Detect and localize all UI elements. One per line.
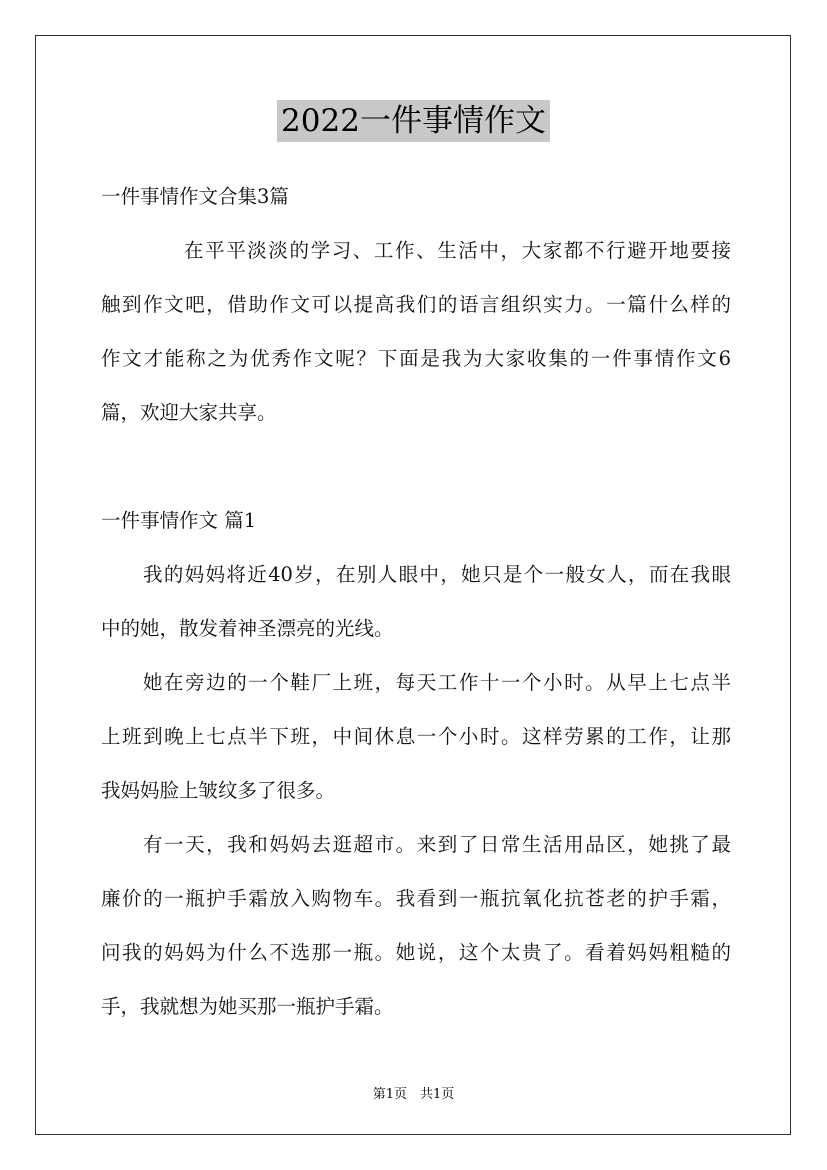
paragraph-line: 我妈妈脸上皱纹多了很多。 bbox=[101, 779, 336, 802]
paragraph-line: 手，我就想为她买那一瓶护手霜。 bbox=[101, 995, 394, 1018]
paragraph-line: 中的她，散发着神圣漂亮的光线。 bbox=[101, 617, 394, 640]
intro-line: 篇，欢迎大家共享。 bbox=[101, 401, 277, 424]
intro-line: 触到作文吧，借助作文可以提高我们的语言组织实力。一篇什么样的 bbox=[101, 293, 731, 316]
paragraph-line: 廉价的一瓶护手霜放入购物车。我看到一瓶抗氧化抗苍老的护手霜， bbox=[101, 887, 731, 910]
section-heading: 一件事情作文 篇1 bbox=[101, 509, 257, 532]
document-title-wrap bbox=[0, 100, 827, 144]
document-title: 2022一件事情作文 bbox=[277, 100, 550, 142]
spacer bbox=[101, 440, 731, 494]
intro-line: 作文才能称之为优秀作文呢？下面是我为大家收集的一件事情作文6 bbox=[101, 347, 731, 370]
paragraph-line: 我的妈妈将近40岁，在别人眼中，她只是个一般女人，而在我眼 bbox=[143, 563, 731, 586]
paragraph-line: 她在旁边的一个鞋厂上班，每天工作十一个小时。从早上七点半 bbox=[143, 671, 731, 694]
paragraph-line: 问我的妈妈为什么不选那一瓶。她说，这个太贵了。看着妈妈粗糙的 bbox=[101, 941, 731, 964]
paragraph-line: 上班到晚上七点半下班，中间休息一个小时。这样劳累的工作，让那 bbox=[101, 725, 731, 748]
document-body bbox=[101, 170, 731, 1034]
intro-line: 在平平淡淡的学习、工作、生活中，大家都不行避开地要接 bbox=[184, 239, 731, 262]
document-subtitle: 一件事情作文合集3篇 bbox=[101, 185, 289, 208]
paragraph-line: 有一天，我和妈妈去逛超市。来到了日常生活用品区，她挑了最 bbox=[143, 833, 731, 856]
page-footer: 第1页 共1页 bbox=[372, 1087, 455, 1102]
